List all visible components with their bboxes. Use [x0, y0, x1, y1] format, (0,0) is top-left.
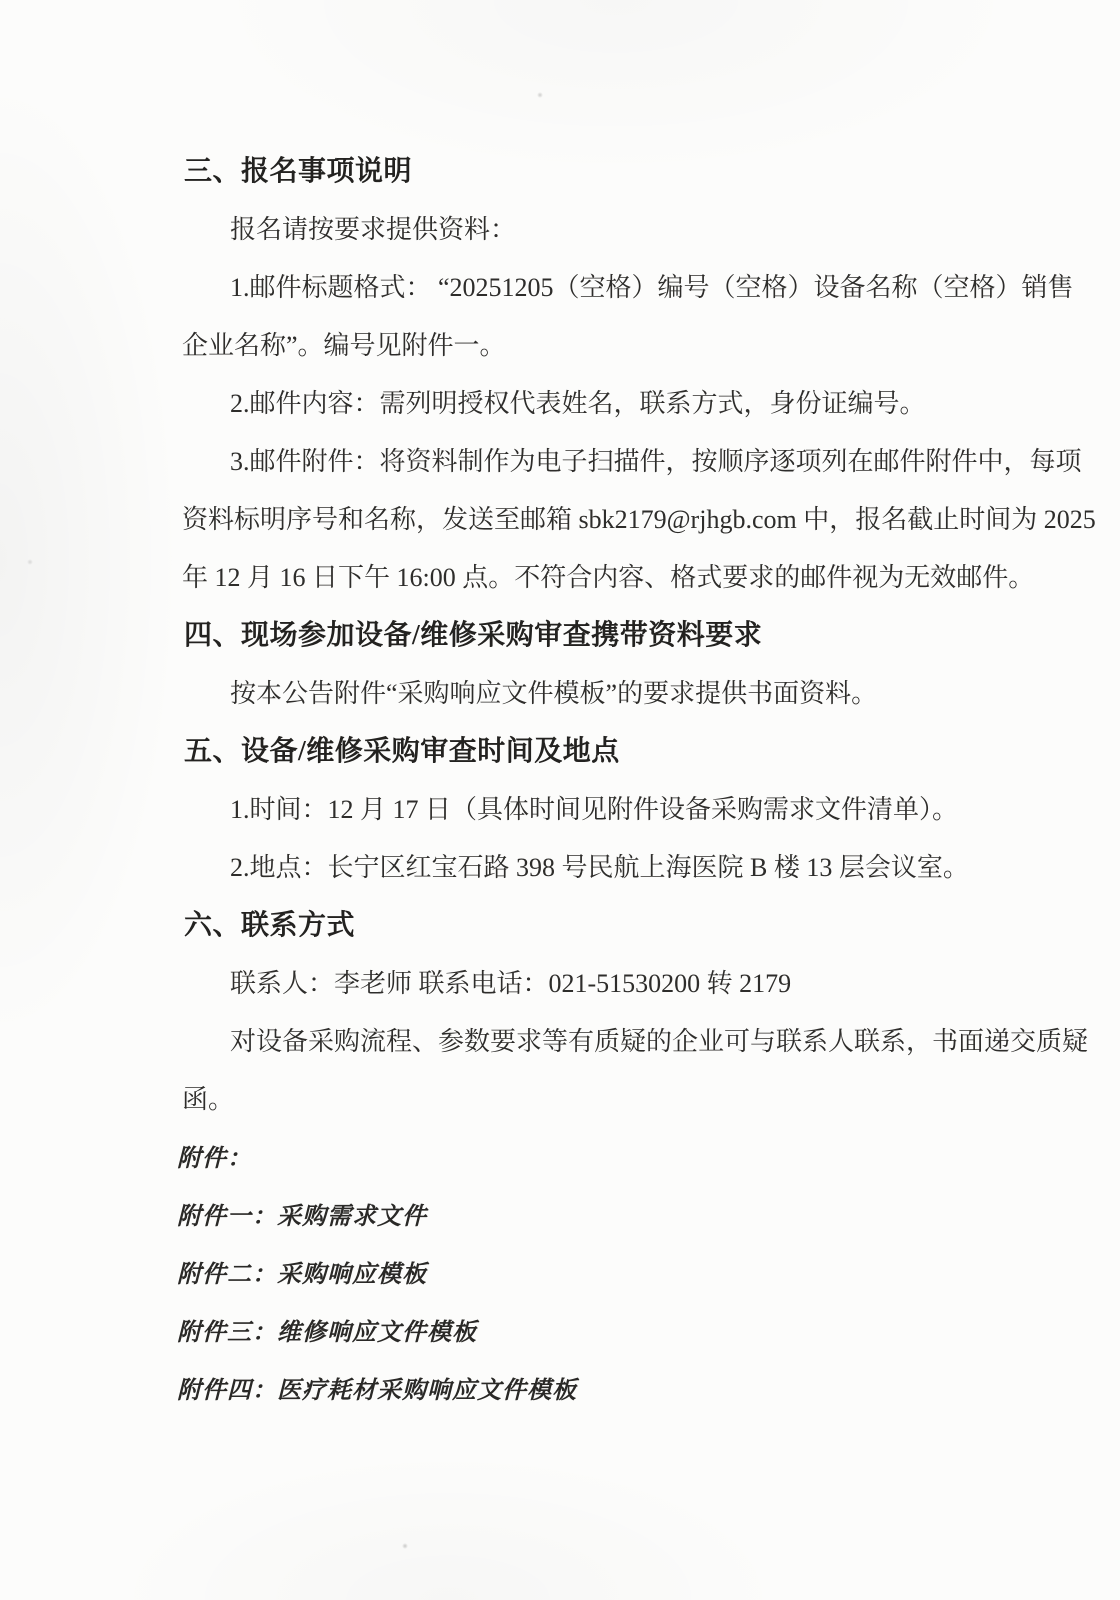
attachment-item: 附件四：医疗耗材采购响应文件模板 — [177, 1377, 577, 1404]
section-heading-3: 三、报名事项说明 — [184, 156, 413, 187]
body-line: 2.地点：长宁区红宝石路 398 号民航上海医院 B 楼 13 层会议室。 — [230, 852, 969, 882]
body-line: 企业名称”。编号见附件一。 — [182, 330, 506, 360]
body-line: 1.时间：12 月 17 日（具体时间见附件设备采购需求文件清单）。 — [230, 794, 959, 824]
body-line: 函。 — [182, 1084, 235, 1114]
body-line: 按本公告附件“采购响应文件模板”的要求提供书面资料。 — [230, 678, 878, 708]
attachments-label: 附件： — [177, 1145, 252, 1172]
body-line-contact: 联系人：李老师 联系电话：021-51530200 转 2179 — [230, 968, 792, 998]
body-line: 3.邮件附件：将资料制作为电子扫描件，按顺序逐项列在邮件附件中，每项 — [230, 446, 1082, 476]
body-line: 年 12 月 16 日下午 16:00 点。不符合内容、格式要求的邮件视为无效邮件。 — [182, 562, 1035, 592]
section-heading-6: 六、联系方式 — [184, 910, 356, 941]
body-line-email: 资料标明序号和名称，发送至邮箱 sbk2179@rjhgb.com 中，报名截止时间为 2025 — [182, 504, 1096, 534]
attachment-item: 附件一：采购需求文件 — [177, 1203, 427, 1230]
section-heading-4: 四、现场参加设备/维修采购审查携带资料要求 — [184, 620, 763, 651]
attachment-item: 附件二：采购响应模板 — [177, 1261, 427, 1288]
attachment-item: 附件三：维修响应文件模板 — [177, 1319, 477, 1346]
body-line: 报名请按要求提供资料： — [230, 214, 517, 244]
section-heading-5: 五、设备/维修采购审查时间及地点 — [184, 736, 620, 767]
document-body — [0, 140, 1120, 1416]
body-line: 1.邮件标题格式： “20251205（空格）编号（空格）设备名称（空格）销售 — [230, 272, 1074, 302]
body-line: 2.邮件内容：需列明授权代表姓名，联系方式，身份证编号。 — [230, 388, 926, 418]
body-line: 对设备采购流程、参数要求等有质疑的企业可与联系人联系，书面递交质疑 — [230, 1026, 1089, 1056]
